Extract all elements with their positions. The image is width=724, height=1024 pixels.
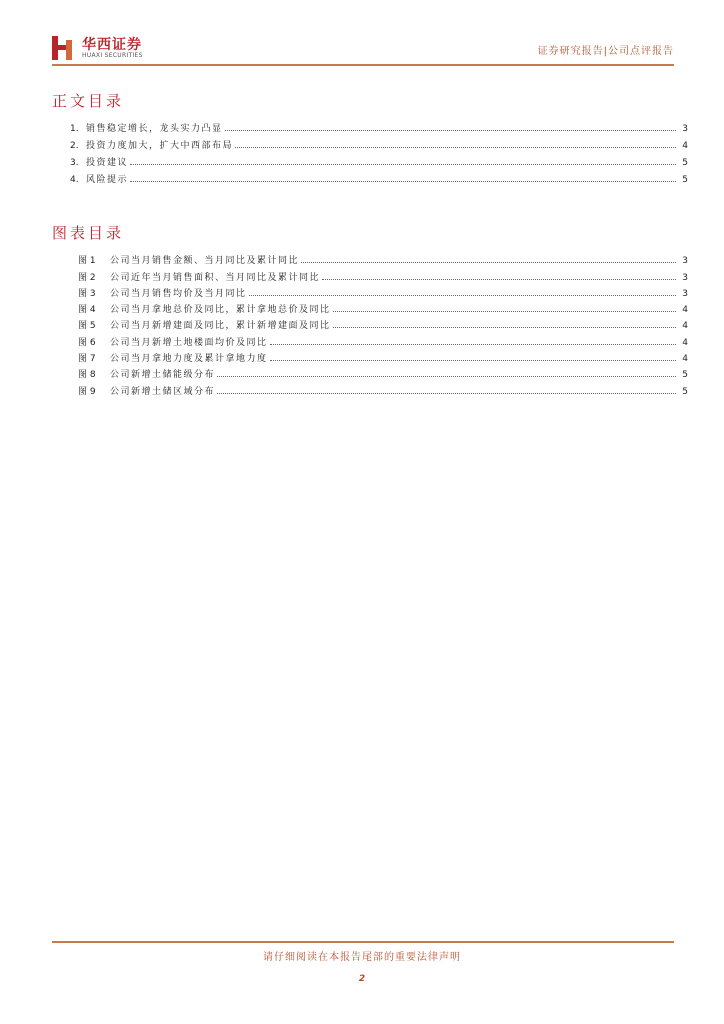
page-number: 2 [358,974,366,984]
figure-toc-list [78,250,688,397]
toc-item-number: 3. [70,158,79,168]
figure-toc-title: 图表目录 [52,224,125,242]
figure-label: 图 6 [78,337,96,348]
toc-item-number: 2. [70,141,79,151]
figure-page: 3 [682,288,688,299]
figure-text: 公司当月新增土地楼面均价及同比 [110,337,268,348]
figure-label: 图 3 [78,288,96,299]
toc-leader [270,344,676,345]
toc-item-text: 投资力度加大，扩大中西部布局 [86,141,234,151]
toc-leader [217,376,676,377]
logo-subtext: HUAXI SECURITIES [82,52,143,59]
footer-divider [52,941,674,943]
toc-item-page: 5 [682,158,688,168]
figure-toc-item[interactable] [78,283,688,299]
figure-page: 4 [682,337,688,348]
logo-text: 华西证券 [82,37,142,53]
toc-item-text: 销售稳定增长，龙头实力凸显 [86,124,223,134]
toc-item-text: 投资建议 [86,158,129,168]
toc-leader [333,327,676,328]
toc-item-number: 1. [70,124,79,134]
toc-item-page: 3 [682,124,688,134]
toc-leader [249,295,676,296]
toc-leader [333,311,676,312]
main-toc-list [70,117,688,185]
figure-text: 公司近年当月销售面积、当月同比及累计同比 [110,272,321,283]
figure-toc-item[interactable] [78,266,688,282]
toc-leader [322,279,676,280]
figure-toc-item[interactable] [78,364,688,380]
footer-disclaimer: 请仔细阅读在本报告尾部的重要法律声明 [263,952,461,963]
figure-label: 图 8 [78,370,96,381]
figure-toc-item[interactable] [78,299,688,315]
figure-page: 5 [682,370,688,381]
doc-type-label: 证券研究报告|公司点评报告 [537,46,674,57]
figure-toc-item[interactable] [78,315,688,331]
figure-page: 5 [682,386,688,397]
figure-toc-item[interactable] [78,380,688,396]
figure-toc-item[interactable] [78,250,688,266]
toc-leader [130,164,676,165]
toc-item-page: 5 [682,175,688,185]
figure-toc-item[interactable] [78,331,688,347]
huaxi-logo-icon [52,36,76,60]
toc-item[interactable] [70,134,688,151]
toc-item-number: 4. [70,175,79,185]
toc-leader [130,181,676,182]
figure-label: 图 7 [78,354,96,365]
toc-leader [270,360,676,361]
figure-toc-item[interactable] [78,348,688,364]
figure-label: 图 5 [78,321,96,332]
main-toc-title: 正文目录 [52,92,125,110]
toc-leader [225,130,676,131]
figure-text: 公司当月拿地总价及同比，累计拿地总价及同比 [110,305,331,316]
figure-page: 4 [682,354,688,365]
figure-text: 公司新增土储区域分布 [110,386,216,397]
figure-text: 公司新增土储能级分布 [110,370,216,381]
toc-item[interactable] [70,168,688,185]
toc-leader [301,262,676,263]
figure-label: 图 2 [78,272,96,283]
figure-text: 公司当月销售均价及当月同比 [110,288,247,299]
figure-text: 公司当月新增建面及同比，累计新增建面及同比 [110,321,331,332]
header-divider [52,64,674,66]
toc-leader [217,393,676,394]
page-header [52,30,674,66]
toc-item[interactable] [70,117,688,134]
figure-text: 公司当月销售金额、当月同比及累计同比 [110,256,300,267]
toc-item[interactable] [70,151,688,168]
toc-leader [235,147,676,148]
figure-label: 图 1 [78,256,96,267]
figure-page: 3 [682,272,688,283]
toc-item-page: 4 [682,141,688,151]
figure-label: 图 9 [78,386,96,397]
figure-page: 3 [682,256,688,267]
figure-label: 图 4 [78,305,96,316]
figure-page: 4 [682,305,688,316]
figure-text: 公司当月拿地力度及累计拿地力度 [110,354,268,365]
figure-page: 4 [682,321,688,332]
toc-item-text: 风险提示 [86,175,129,185]
